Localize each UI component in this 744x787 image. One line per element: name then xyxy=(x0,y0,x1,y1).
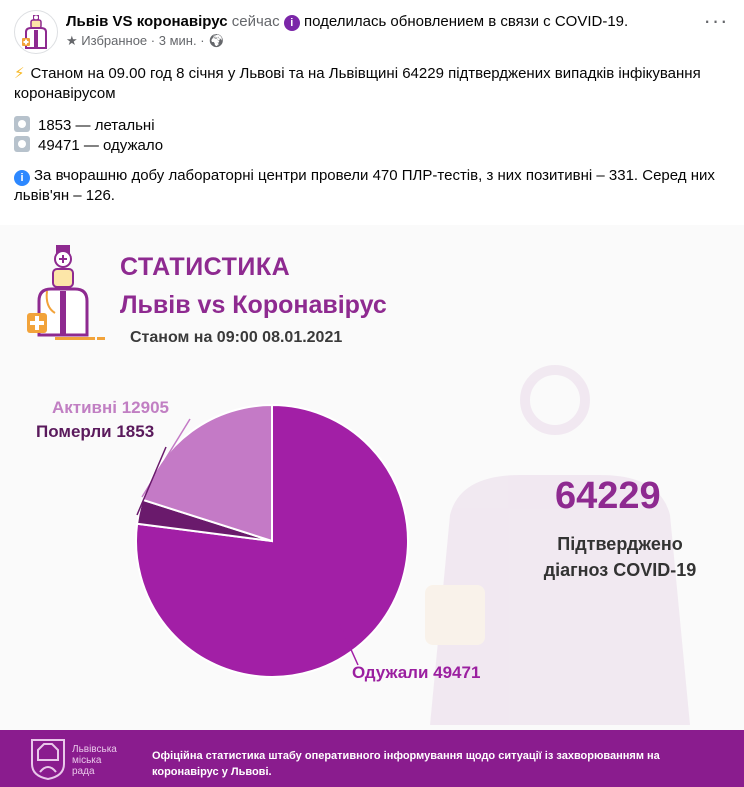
lviv-coat-of-arms-icon xyxy=(30,738,66,780)
post-body xyxy=(14,64,730,206)
globe-icon[interactable]: 🌍︎ xyxy=(208,33,225,48)
lightning-icon: ⚡ xyxy=(14,65,25,82)
pie-chart xyxy=(136,405,408,677)
post-header-line xyxy=(66,12,628,32)
page-name-link[interactable]: Львів VS коронавірус xyxy=(66,13,228,30)
recovered-line xyxy=(14,136,730,156)
record-button-icon xyxy=(14,136,30,152)
footer-org-name: Львівська міська рада xyxy=(72,744,117,777)
meta-separator-2: · xyxy=(200,33,205,48)
tests-paragraph xyxy=(14,166,730,206)
total-cases-number: 64229 xyxy=(555,475,661,517)
infographic-subtitle: Львів vs Коронавірус xyxy=(120,291,387,319)
page-avatar[interactable] xyxy=(14,10,58,54)
infographic-image[interactable] xyxy=(0,225,744,787)
total-caption-line2: діагноз COVID-19 xyxy=(543,560,697,580)
slice-label-active: Активні 12905 xyxy=(52,398,169,417)
infographic-title: СТАТИСТИКА xyxy=(120,253,291,281)
tests-text: За вчорашню добу лабораторні центри провели 470 ПЛР-тестів, з них позитивні – 331. Серед них львів'ян – 126. xyxy=(14,167,715,204)
more-dots-icon[interactable]: ··· xyxy=(703,8,729,33)
doctor-logo-icon xyxy=(20,14,52,50)
record-button-icon xyxy=(14,116,30,132)
audience-label[interactable]: Избранное xyxy=(81,33,148,48)
recovered-text: 49471 — одужало xyxy=(38,137,164,154)
footer-text: Офіційна статистика штабу оперативного інформування щодо ситуації із захворюванням на коронавірус у Львові. xyxy=(152,750,660,778)
covid-info-icon[interactable]: i xyxy=(284,15,300,31)
post-meta xyxy=(66,33,225,49)
meta-separator-1: · xyxy=(150,33,156,48)
slice-label-recovered: Одужали 49471 xyxy=(352,663,481,682)
info-icon: i xyxy=(14,170,30,186)
deaths-text: 1853 — летальні xyxy=(38,117,155,134)
infographic-footer xyxy=(0,730,744,787)
doctor-logo-icon xyxy=(27,245,105,340)
intro-text: Станом на 09.00 год 8 січня у Львові та на Львівщині 64229 підтверджених випадків інфікування коронавірусом xyxy=(14,65,701,102)
post-header xyxy=(14,10,730,54)
total-cases-caption xyxy=(520,531,720,583)
post-time-now[interactable]: сейчас xyxy=(231,13,280,30)
post-action-text: поделилась обновлением в связи с COVID-19. xyxy=(303,13,629,30)
star-icon: ★ xyxy=(66,33,78,48)
total-caption-line1: Підтверджено xyxy=(557,534,683,554)
deaths-line xyxy=(14,116,730,136)
slice-label-died: Померли 1853 xyxy=(36,422,155,441)
post-relative-time[interactable]: 3 мин. xyxy=(158,33,197,48)
post-intro-paragraph xyxy=(14,64,730,104)
infographic-date: Станом на 09:00 08.01.2021 xyxy=(130,329,343,346)
